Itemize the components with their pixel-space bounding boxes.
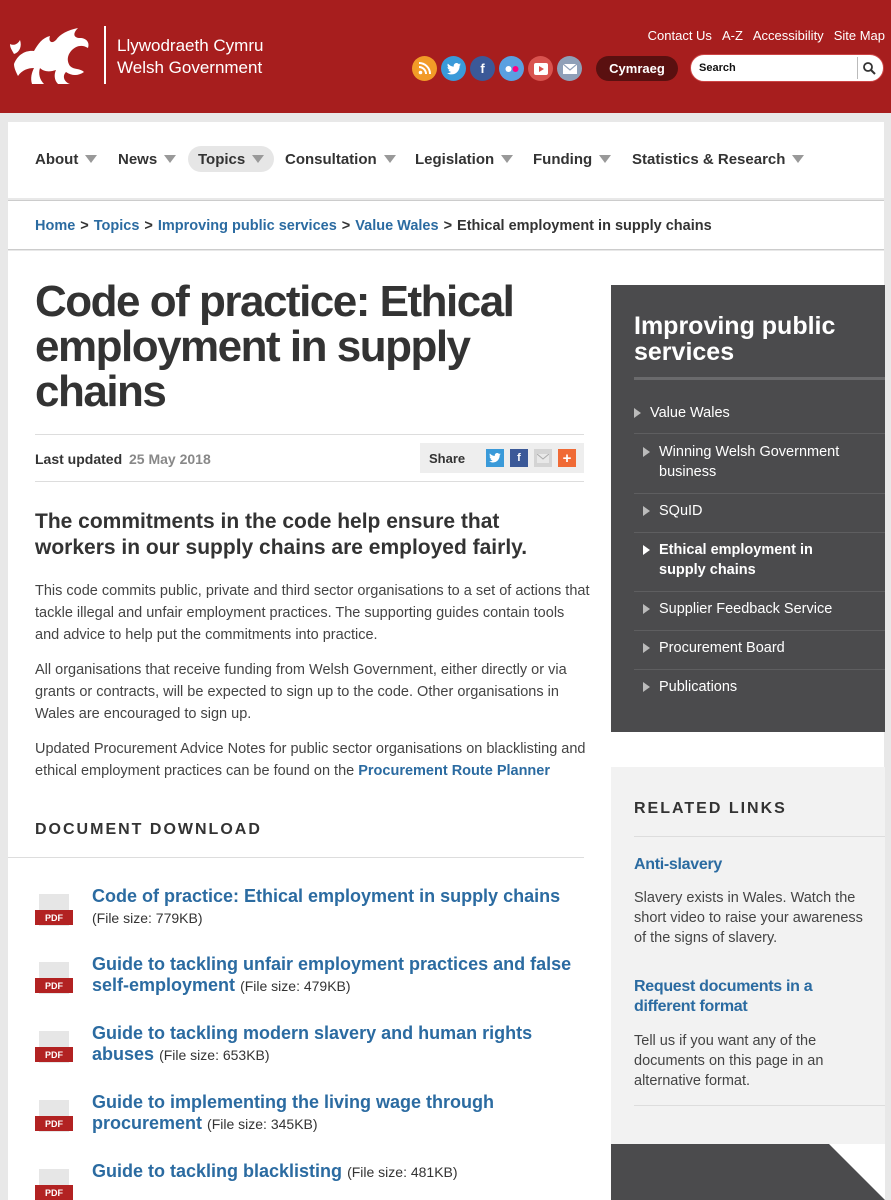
arrow-right-icon bbox=[643, 643, 650, 653]
rss-icon[interactable] bbox=[412, 56, 437, 81]
section-nav-item-procurement-board[interactable] bbox=[634, 638, 885, 670]
caret-down-icon bbox=[252, 155, 264, 163]
caret-down-icon bbox=[792, 155, 804, 163]
file-size: (File size: 779KB) bbox=[92, 910, 203, 926]
breadcrumb-home[interactable]: Home bbox=[35, 218, 76, 234]
pdf-icon: PDF bbox=[35, 962, 73, 994]
related-link-anti-slavery[interactable]: Anti-slavery bbox=[634, 856, 722, 873]
page-title: Code of practice: Ethical employment in supply chains bbox=[35, 277, 514, 416]
section-nav-label: Ethical employment in supply chains bbox=[659, 542, 813, 578]
facebook-icon[interactable]: f bbox=[470, 56, 495, 81]
nav-label: News bbox=[118, 150, 158, 168]
meta-row bbox=[35, 434, 584, 482]
youtube-icon[interactable] bbox=[528, 56, 553, 81]
document-link[interactable]: Guide to tackling blacklisting bbox=[92, 1161, 343, 1181]
document-text bbox=[92, 886, 592, 929]
pdf-icon: PDF bbox=[35, 1100, 73, 1132]
document-download-heading: DOCUMENT DOWNLOAD bbox=[35, 821, 262, 838]
search-input[interactable] bbox=[699, 59, 849, 77]
document-link[interactable]: Code of practice: Ethical employment in supply chains bbox=[92, 886, 561, 906]
document-link[interactable]: Guide to tackling unfair employment practices and false self-employment bbox=[92, 954, 572, 995]
twitter-icon[interactable] bbox=[441, 56, 466, 81]
site-header bbox=[0, 0, 891, 113]
flickr-icon[interactable] bbox=[499, 56, 524, 81]
document-link[interactable]: Guide to implementing the living wage through procurement bbox=[92, 1092, 495, 1133]
page-content bbox=[8, 251, 884, 1200]
share-facebook-icon[interactable]: f bbox=[510, 449, 528, 467]
section-nav-item-value-wales[interactable] bbox=[634, 403, 885, 434]
arrow-right-icon bbox=[643, 506, 650, 516]
language-toggle-button[interactable]: Cymraeg bbox=[596, 56, 678, 81]
document-link[interactable]: Guide to tackling modern slavery and human rights abuses bbox=[92, 1023, 533, 1064]
search-button[interactable] bbox=[857, 57, 881, 79]
nav-label: Topics bbox=[198, 150, 246, 168]
sidebar-footer-block bbox=[611, 1144, 885, 1200]
logo-text-welsh: Llywodraeth Cymru bbox=[117, 36, 264, 55]
breadcrumb-improving-public-services[interactable]: Improving public services bbox=[157, 218, 337, 234]
lead-summary: The commitments in the code help ensure that workers in our supply chains are employed fairly. bbox=[35, 510, 528, 559]
breadcrumb bbox=[8, 200, 884, 250]
main-navigation bbox=[8, 122, 884, 198]
nav-legislation[interactable] bbox=[415, 146, 513, 172]
caret-down-icon bbox=[85, 155, 97, 163]
section-nav-label: Supplier Feedback Service bbox=[659, 601, 833, 617]
caret-down-icon bbox=[501, 155, 513, 163]
advice-notes-paragraph bbox=[35, 738, 591, 782]
divider bbox=[634, 377, 885, 380]
arrow-right-icon bbox=[643, 545, 650, 555]
share-email-icon[interactable] bbox=[534, 449, 552, 467]
social-icons bbox=[412, 56, 582, 81]
file-size: (File size: 653KB) bbox=[159, 1047, 270, 1063]
welsh-government-logo[interactable] bbox=[8, 22, 264, 88]
related-links-heading: RELATED LINKS bbox=[634, 800, 787, 817]
share-label: Share bbox=[429, 451, 466, 466]
arrow-right-icon bbox=[643, 604, 650, 614]
document-text bbox=[92, 1161, 592, 1183]
divider bbox=[8, 857, 584, 858]
section-nav-label: Winning Welsh Government business bbox=[659, 444, 840, 480]
related-link-description: Slavery exists in Wales. Watch the short video to raise your awareness of the signs of slavery. bbox=[634, 890, 863, 946]
breadcrumb-value-wales[interactable]: Value Wales bbox=[355, 218, 439, 234]
logo-text-english: Welsh Government bbox=[117, 58, 263, 77]
funding-paragraph: All organisations that receive funding from Welsh Government, either directly or via grants or contracts, will be expected to sign up to the code. Other organisations in Wales are encouraged to sign up. bbox=[35, 662, 567, 722]
breadcrumb-separator: > bbox=[443, 218, 453, 234]
section-nav-panel bbox=[611, 285, 885, 732]
nav-topics[interactable] bbox=[188, 146, 274, 172]
logo-text bbox=[117, 35, 263, 79]
share-bar bbox=[420, 443, 584, 473]
dragon-icon bbox=[8, 24, 92, 86]
advice-notes-text: Updated Procurement Advice Notes for public sector organisations on blacklisting and ethical employment practices can be found on the bbox=[35, 741, 586, 779]
file-size: (File size: 481KB) bbox=[347, 1164, 458, 1180]
related-link-request-documents[interactable]: Request documents in a different format bbox=[634, 978, 813, 1015]
breadcrumb-separator: > bbox=[80, 218, 89, 234]
nav-consultation[interactable] bbox=[285, 146, 396, 172]
arrow-right-icon bbox=[643, 682, 650, 692]
pdf-icon: PDF bbox=[35, 1169, 73, 1200]
nav-funding[interactable] bbox=[533, 146, 611, 172]
section-nav-title: Improving public services bbox=[634, 312, 836, 366]
procurement-route-planner-link[interactable]: Procurement Route Planner bbox=[358, 763, 550, 779]
contact-us-link[interactable]: Contact Us bbox=[647, 28, 712, 43]
section-nav-label: Procurement Board bbox=[659, 640, 785, 656]
search-icon bbox=[863, 62, 876, 75]
a-z-link[interactable]: A-Z bbox=[721, 28, 743, 43]
nav-label: About bbox=[35, 150, 79, 168]
intro-paragraph: This code commits public, private and third sector organisations to a set of actions that tackle illegal and unfair employment practices. The supporting guides contain tools and advice to help put the commitments into practice. bbox=[35, 583, 590, 643]
related-link-description: Tell us if you want any of the documents on this page in an alternative format. bbox=[634, 1033, 824, 1089]
breadcrumb-topics[interactable]: Topics bbox=[93, 218, 140, 234]
share-twitter-icon[interactable] bbox=[486, 449, 504, 467]
file-size: (File size: 345KB) bbox=[207, 1116, 318, 1132]
file-size: (File size: 479KB) bbox=[240, 978, 351, 994]
section-nav-item-supplier-feedback[interactable] bbox=[634, 599, 885, 631]
search-bar bbox=[690, 54, 884, 82]
logo-divider bbox=[104, 26, 106, 84]
nav-label: Funding bbox=[533, 150, 593, 168]
breadcrumb-current: Ethical employment in supply chains bbox=[457, 218, 712, 234]
section-nav-item-publications[interactable] bbox=[634, 677, 885, 709]
divider bbox=[634, 1105, 885, 1106]
breadcrumb-separator: > bbox=[144, 218, 153, 234]
accessibility-link[interactable]: Accessibility bbox=[752, 28, 824, 43]
share-more-icon[interactable]: + bbox=[558, 449, 576, 467]
nav-about[interactable] bbox=[35, 146, 97, 172]
nav-label: Consultation bbox=[285, 150, 377, 168]
section-nav-label: SQuID bbox=[659, 503, 703, 519]
caret-down-icon bbox=[384, 155, 396, 163]
nav-label: Statistics & Research bbox=[632, 150, 786, 168]
last-updated bbox=[35, 451, 211, 467]
document-text bbox=[92, 954, 592, 997]
last-updated-label: Last updated bbox=[35, 451, 123, 467]
pdf-icon: PDF bbox=[35, 894, 73, 926]
section-nav-item-winning-business[interactable] bbox=[634, 442, 885, 494]
related-links-panel bbox=[611, 767, 885, 1144]
section-nav-item-ethical-employment[interactable] bbox=[634, 540, 885, 592]
arrow-right-icon bbox=[643, 447, 650, 457]
site-map-link[interactable]: Site Map bbox=[833, 28, 885, 43]
section-nav-label: Value Wales bbox=[650, 405, 730, 421]
corner-fold bbox=[829, 1144, 885, 1200]
caret-down-icon bbox=[164, 155, 176, 163]
utility-links bbox=[648, 28, 885, 43]
pdf-icon: PDF bbox=[35, 1031, 73, 1063]
document-text bbox=[92, 1092, 592, 1135]
nav-news[interactable] bbox=[118, 146, 176, 172]
breadcrumb-separator: > bbox=[341, 218, 351, 234]
section-nav-item-squid[interactable] bbox=[634, 501, 885, 533]
document-text bbox=[92, 1023, 592, 1066]
section-nav-label: Publications bbox=[659, 679, 738, 695]
divider bbox=[634, 836, 885, 837]
nav-label: Legislation bbox=[415, 150, 495, 168]
arrow-right-icon bbox=[634, 408, 641, 418]
nav-statistics-research[interactable] bbox=[632, 146, 804, 172]
last-updated-date: 25 May 2018 bbox=[129, 451, 211, 467]
email-alerts-icon[interactable] bbox=[557, 56, 582, 81]
caret-down-icon bbox=[599, 155, 611, 163]
